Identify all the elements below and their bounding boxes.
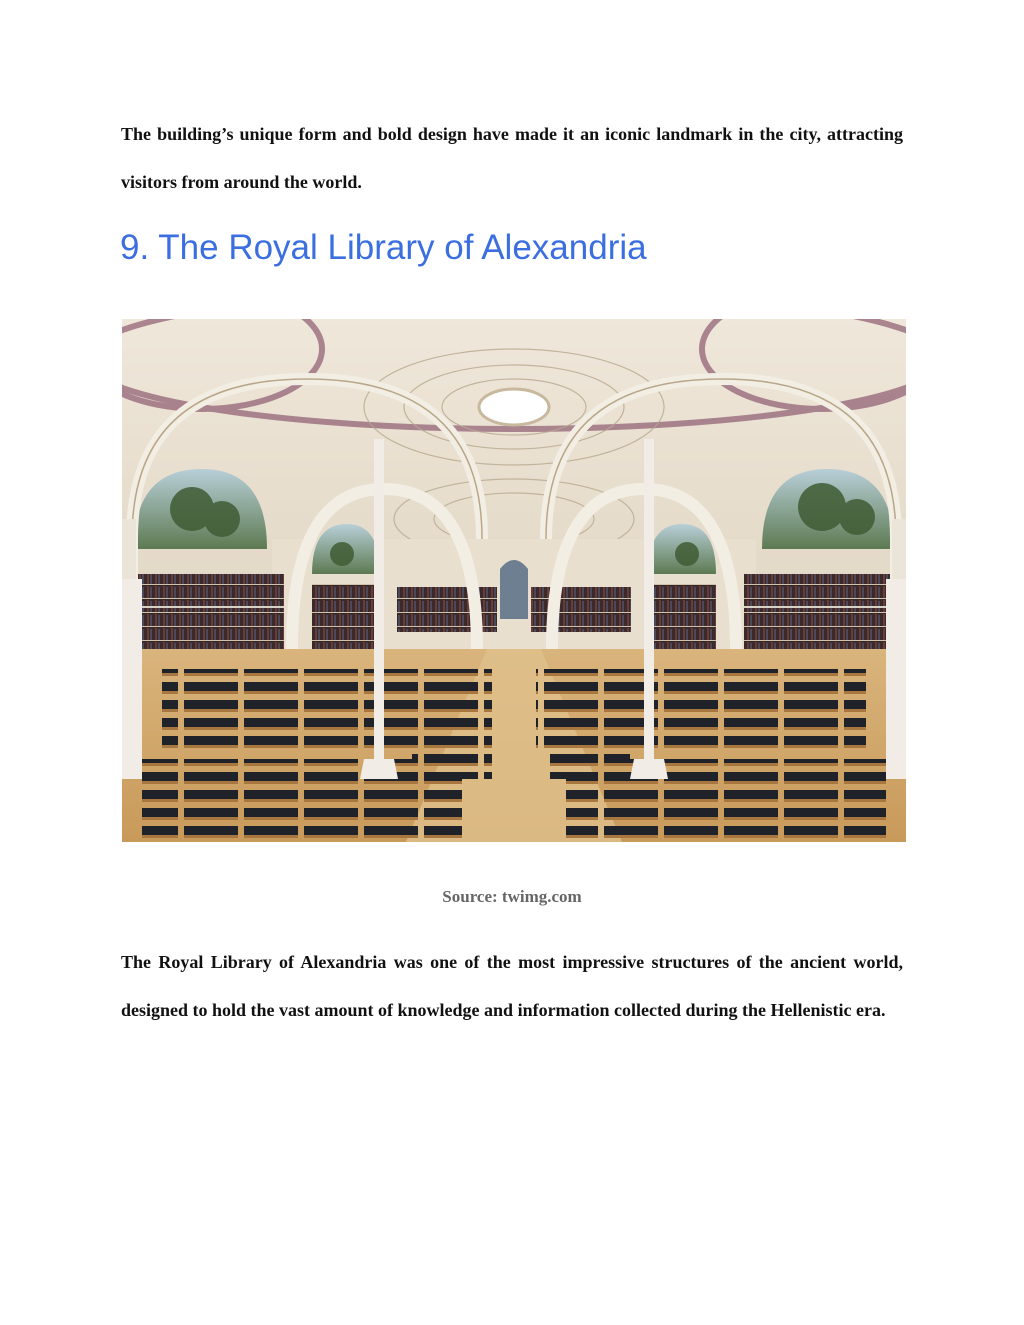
- image-caption: Source: twimg.com: [442, 887, 582, 906]
- intro-paragraph: The building’s unique form and bold design have made it an iconic landmark in the city, attracting visitors from around the world.: [121, 124, 903, 192]
- library-reading-room-photo: [122, 319, 906, 842]
- body-paragraph: The Royal Library of Alexandria was one of the most impressive structures of the ancient world, designed to hold the vast amount of knowledge and information collected during the Hellenistic era.: [121, 952, 903, 1020]
- section-heading: 9. The Royal Library of Alexandria: [120, 228, 647, 267]
